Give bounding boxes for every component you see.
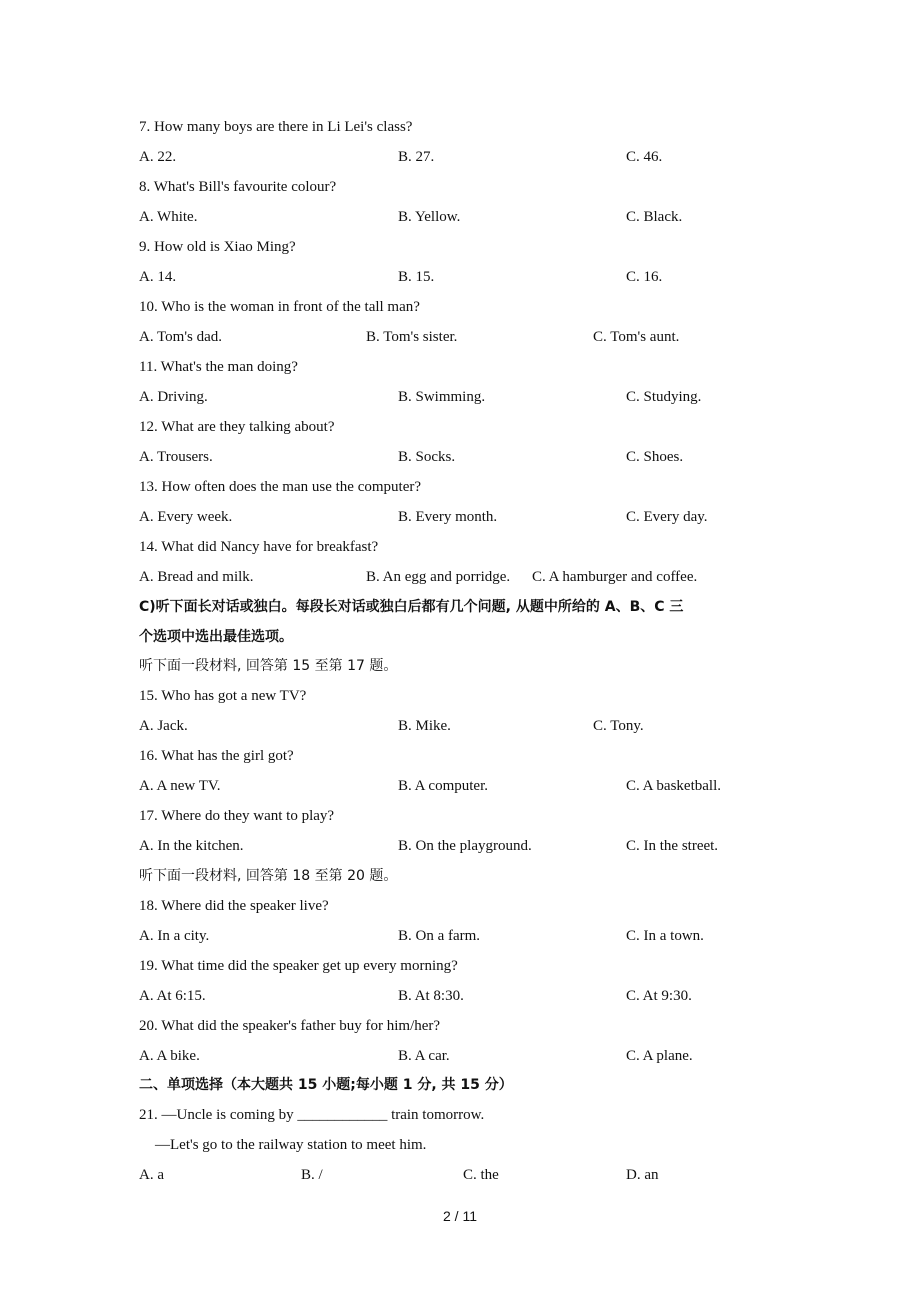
q9-option-a: A. 14.: [139, 269, 177, 285]
q16-option-c: C. A basketball.: [626, 778, 721, 794]
question-17: 17. Where do they want to play?: [139, 808, 335, 824]
q13-option-c: C. Every day.: [626, 509, 708, 525]
q18-option-c: C. In a town.: [626, 928, 704, 944]
q9-option-b: B. 15.: [398, 269, 435, 285]
q20-option-b: B. A car.: [398, 1048, 450, 1064]
q21-option-c: C. the: [463, 1167, 499, 1183]
material-1-instruction: 听下面一段材料, 回答第 15 至第 17 题。: [139, 658, 398, 674]
q10-option-c: C. Tom's aunt.: [593, 329, 680, 345]
material-2-instruction: 听下面一段材料, 回答第 18 至第 20 题。: [139, 868, 398, 884]
question-11: 11. What's the man doing?: [139, 359, 298, 375]
q21-option-a: A. a: [139, 1167, 164, 1183]
q19-option-c: C. At 9:30.: [626, 988, 692, 1004]
page-separator: /: [454, 1208, 459, 1224]
question-21: 21. —Uncle is coming by ____________ train tomorrow.: [139, 1107, 485, 1123]
q14-option-a: A. Bread and milk.: [139, 569, 254, 585]
question-16: 16. What has the girl got?: [139, 748, 294, 764]
q17-option-c: C. In the street.: [626, 838, 719, 854]
question-7: 7. How many boys are there in Li Lei's class?: [139, 119, 413, 135]
section-c-instruction-line-1: C)听下面长对话或独白。每段长对话或独白后都有几个问题, 从题中所给的 A、B、C 三: [139, 599, 684, 615]
q18-option-b: B. On a farm.: [398, 928, 481, 944]
q16-option-a: A. A new TV.: [139, 778, 221, 794]
q10-option-a: A. Tom's dad.: [139, 329, 223, 345]
question-12: 12. What are they talking about?: [139, 419, 335, 435]
question-18: 18. Where did the speaker live?: [139, 898, 329, 914]
q11-option-a: A. Driving.: [139, 389, 208, 405]
q13-option-b: B. Every month.: [398, 509, 498, 525]
q11-option-b: B. Swimming.: [398, 389, 486, 405]
q10-option-b: B. Tom's sister.: [366, 329, 458, 345]
q20-option-c: C. A plane.: [626, 1048, 693, 1064]
q14-option-b: B. An egg and porridge.: [366, 569, 511, 585]
section-c-instruction-line-2: 个选项中选出最佳选项。: [139, 629, 293, 645]
question-10: 10. Who is the woman in front of the tall man?: [139, 299, 420, 315]
q14-option-c: C. A hamburger and coffee.: [532, 569, 698, 585]
page-number: [0, 1206, 920, 1226]
q8-option-b: B. Yellow.: [398, 209, 461, 225]
q17-option-b: B. On the playground.: [398, 838, 532, 854]
q11-option-c: C. Studying.: [626, 389, 702, 405]
current-page: 2: [442, 1208, 451, 1224]
q9-option-c: C. 16.: [626, 269, 663, 285]
q7-option-a: A. 22.: [139, 149, 177, 165]
q21-option-d: D. an: [626, 1167, 659, 1183]
q7-option-c: C. 46.: [626, 149, 663, 165]
q15-option-b: B. Mike.: [398, 718, 451, 734]
question-15: 15. Who has got a new TV?: [139, 688, 307, 704]
question-8: 8. What's Bill's favourite colour?: [139, 179, 337, 195]
q7-option-b: B. 27.: [398, 149, 435, 165]
question-21-reply: —Let's go to the railway station to meet him.: [155, 1137, 427, 1153]
q8-option-a: A. White.: [139, 209, 198, 225]
question-13: 13. How often does the man use the computer?: [139, 479, 422, 495]
q13-option-a: A. Every week.: [139, 509, 233, 525]
question-19: 19. What time did the speaker get up every morning?: [139, 958, 458, 974]
q18-option-a: A. In a city.: [139, 928, 210, 944]
q16-option-b: B. A computer.: [398, 778, 488, 794]
total-pages: 11: [462, 1208, 477, 1224]
q12-option-a: A. Trousers.: [139, 449, 213, 465]
question-9: 9. How old is Xiao Ming?: [139, 239, 296, 255]
q21-option-b: B. /: [301, 1167, 323, 1183]
q15-option-a: A. Jack.: [139, 718, 188, 734]
question-20: 20. What did the speaker's father buy for him/her?: [139, 1018, 441, 1034]
q19-option-b: B. At 8:30.: [398, 988, 464, 1004]
q19-option-a: A. At 6:15.: [139, 988, 206, 1004]
q20-option-a: A. A bike.: [139, 1048, 200, 1064]
q15-option-c: C. Tony.: [593, 718, 644, 734]
section-2-heading: 二、单项选择（本大题共 15 小题;每小题 1 分, 共 15 分）: [139, 1077, 513, 1093]
q17-option-a: A. In the kitchen.: [139, 838, 244, 854]
q8-option-c: C. Black.: [626, 209, 683, 225]
question-14: 14. What did Nancy have for breakfast?: [139, 539, 379, 555]
q12-option-c: C. Shoes.: [626, 449, 684, 465]
q12-option-b: B. Socks.: [398, 449, 456, 465]
